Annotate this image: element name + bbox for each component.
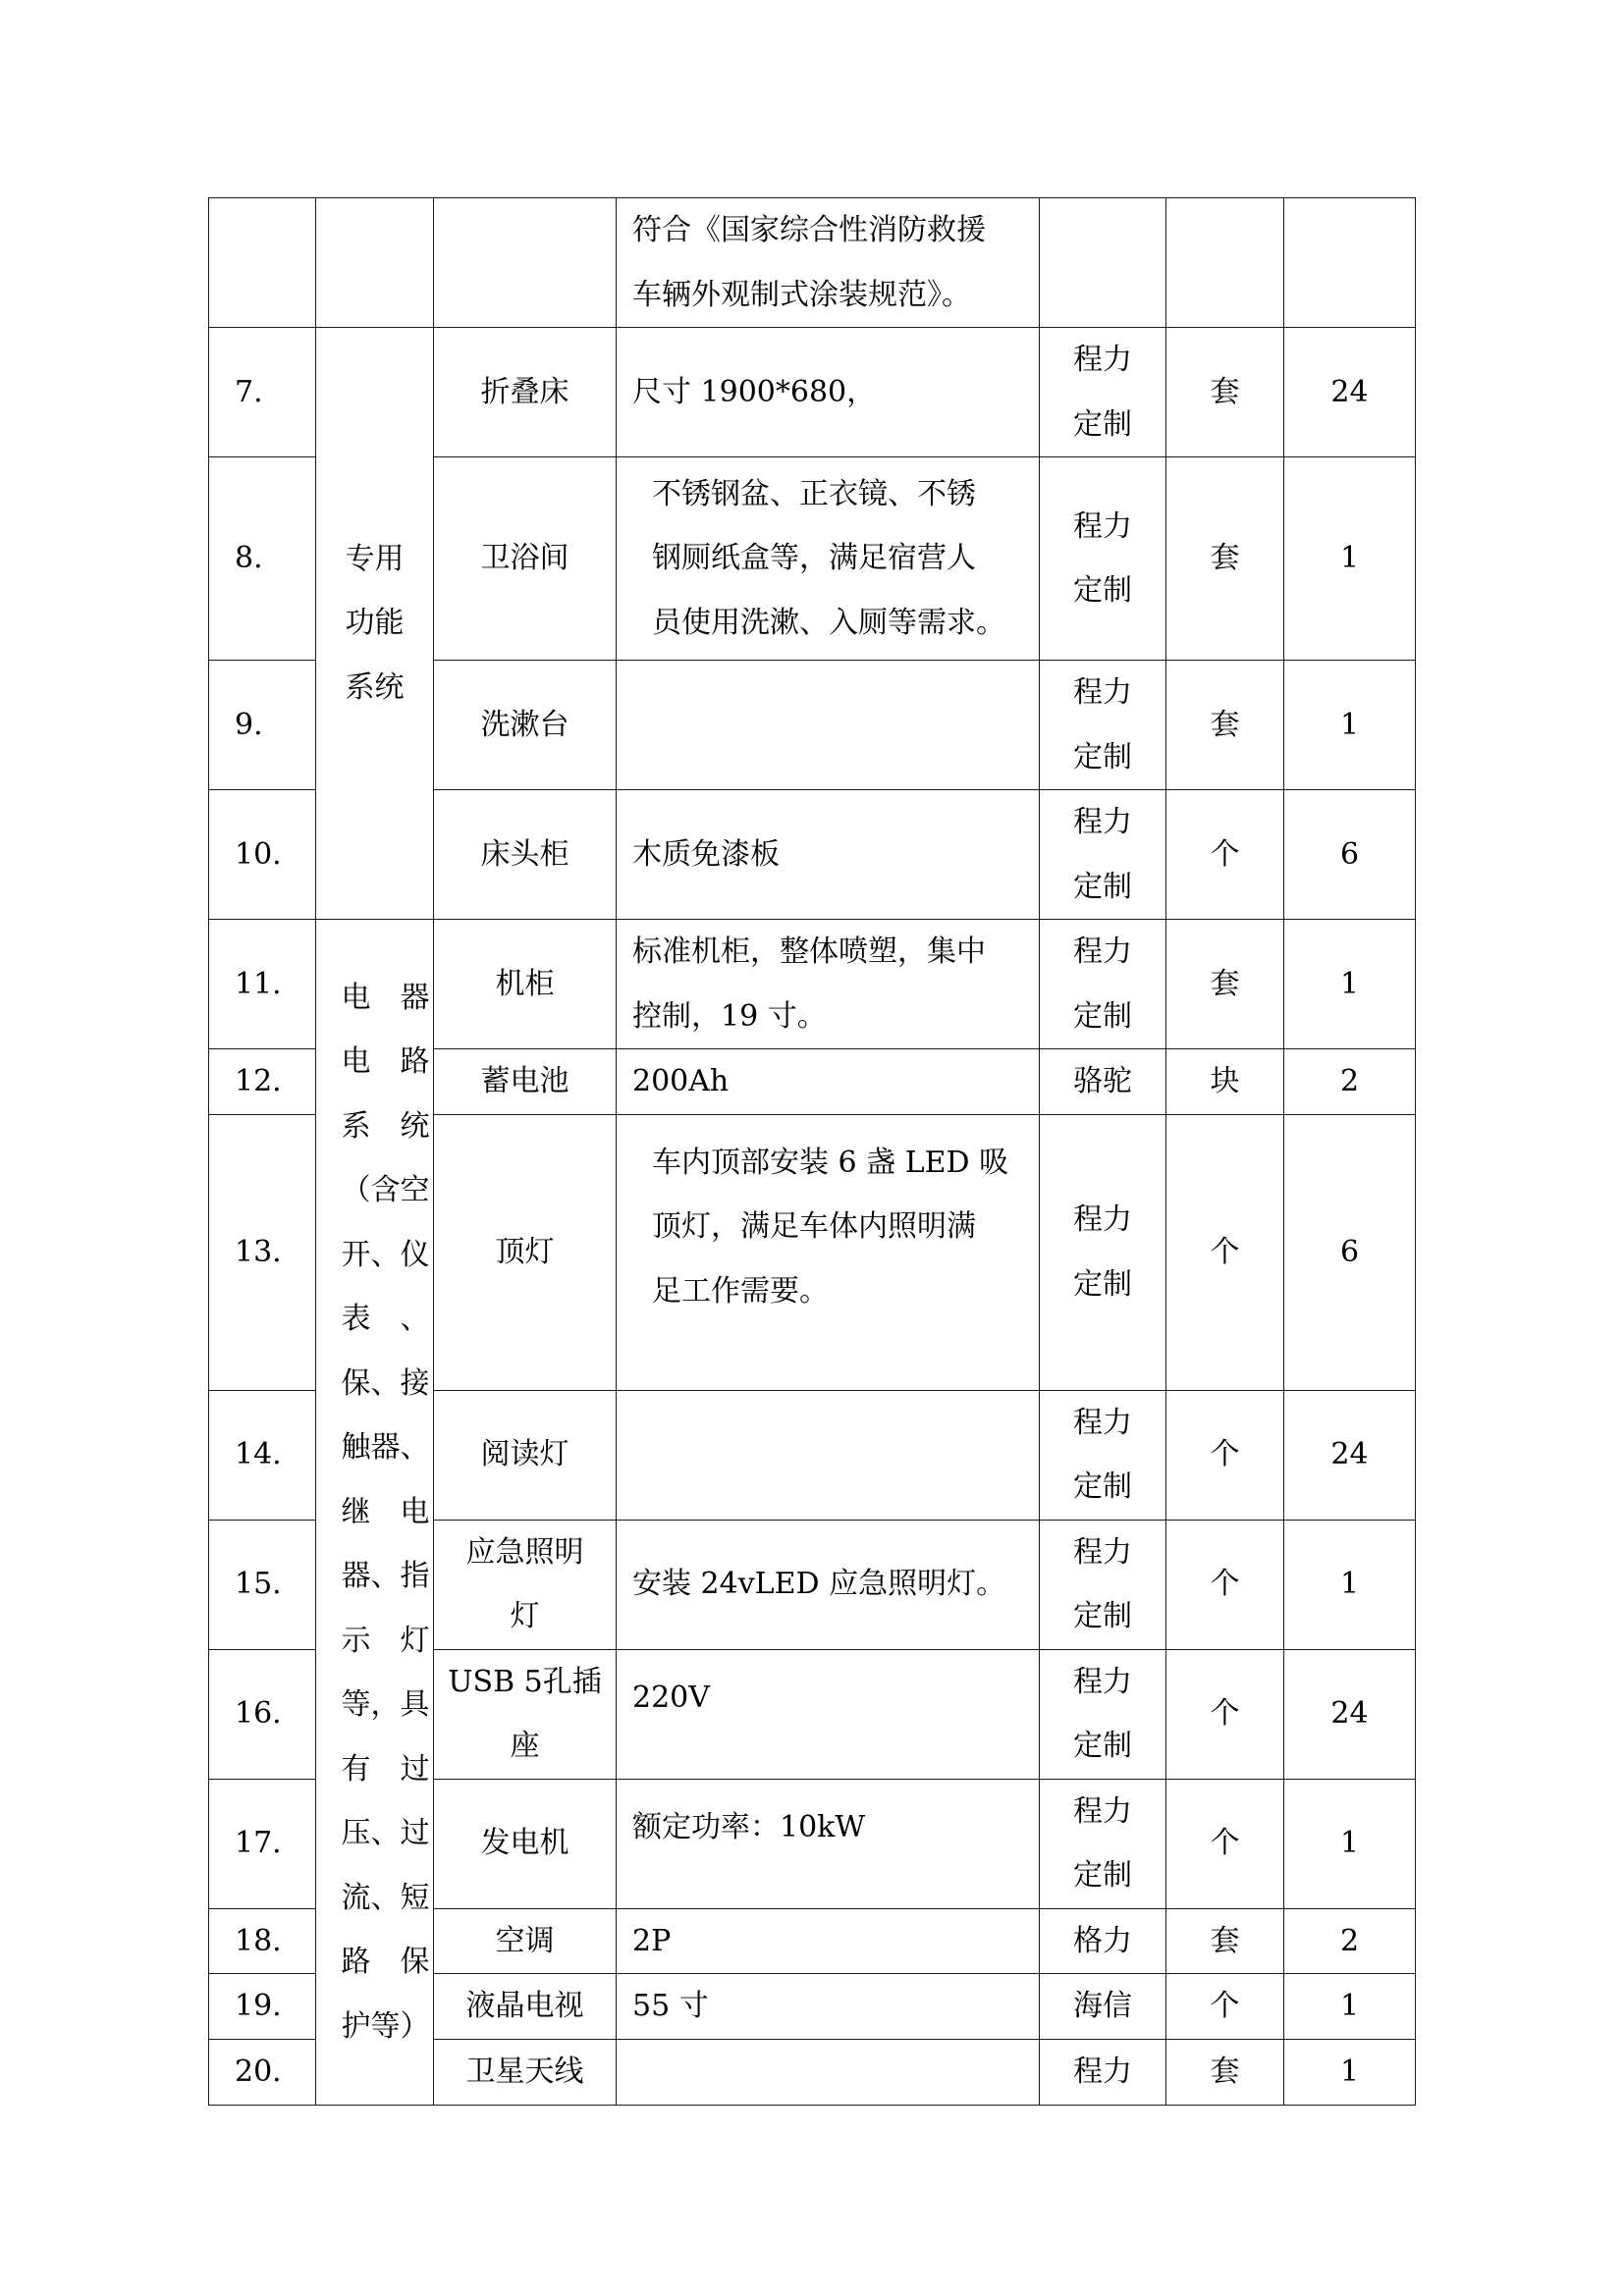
item-name: 床头柜: [434, 790, 617, 920]
item-number: 20.: [209, 2040, 316, 2106]
item-name: 折叠床: [434, 328, 617, 457]
item-quantity: 6: [1284, 1114, 1416, 1390]
item-quantity: 2: [1284, 1908, 1416, 1974]
item-brand: 程力 定制: [1040, 920, 1166, 1049]
item-brand: 程力 定制: [1040, 790, 1166, 920]
item-quantity: 24: [1284, 328, 1416, 457]
item-unit: 个: [1166, 1114, 1284, 1390]
item-number: 14.: [209, 1390, 316, 1520]
table-row: [209, 920, 1416, 1049]
item-brand: 程力 定制: [1040, 1779, 1166, 1908]
item-description: 220V: [617, 1649, 1040, 1779]
item-quantity: 1: [1284, 1779, 1416, 1908]
item-unit: 套: [1166, 1908, 1284, 1974]
item-description: [617, 661, 1040, 790]
item-name: 空调: [434, 1908, 617, 1974]
item-brand: 程力 定制: [1040, 1390, 1166, 1520]
equipment-spec-table: [208, 197, 1416, 2106]
item-brand: 程力 定制: [1040, 457, 1166, 661]
item-number: 8.: [209, 457, 316, 661]
description-line: 符合《国家综合性消防救援: [632, 213, 986, 247]
item-quantity: [1284, 198, 1416, 328]
item-unit: 个: [1166, 1390, 1284, 1520]
category-cell-electrical-system: [316, 920, 434, 2106]
item-unit: 套: [1166, 661, 1284, 790]
item-name: USB 5孔插 座: [434, 1649, 617, 1779]
item-description: 200Ah: [617, 1049, 1040, 1115]
item-description: [617, 198, 1040, 328]
table-row: [209, 328, 1416, 457]
item-quantity: 1: [1284, 457, 1416, 661]
item-number: 10.: [209, 790, 316, 920]
item-unit: 个: [1166, 790, 1284, 920]
item-quantity: 1: [1284, 1974, 1416, 2040]
item-quantity: 24: [1284, 1390, 1416, 1520]
item-unit: [1166, 198, 1284, 328]
item-description: 额定功率：10kW: [617, 1779, 1040, 1908]
item-quantity: 6: [1284, 790, 1416, 920]
item-unit: 套: [1166, 2040, 1284, 2106]
item-number: 12.: [209, 1049, 316, 1115]
item-quantity: 1: [1284, 920, 1416, 1049]
item-unit: 套: [1166, 328, 1284, 457]
item-brand: 格力: [1040, 1908, 1166, 1974]
item-quantity: 1: [1284, 1520, 1416, 1649]
item-name: 卫星天线: [434, 2040, 617, 2106]
item-name: 机柜: [434, 920, 617, 1049]
item-number: 13.: [209, 1114, 316, 1390]
item-number: 16.: [209, 1649, 316, 1779]
description-line: 车辆外观制式涂装规范》。: [632, 277, 971, 312]
category-cell: [316, 198, 434, 328]
item-brand: [1040, 198, 1166, 328]
item-number: 9.: [209, 661, 316, 790]
item-description: 尺寸 1900*680，: [617, 328, 1040, 457]
item-brand: 程力 定制: [1040, 328, 1166, 457]
item-unit: 套: [1166, 457, 1284, 661]
item-brand: 骆驼: [1040, 1049, 1166, 1115]
item-number: 17.: [209, 1779, 316, 1908]
item-unit: 个: [1166, 1649, 1284, 1779]
item-quantity: 1: [1284, 2040, 1416, 2106]
item-quantity: 2: [1284, 1049, 1416, 1115]
item-description: [617, 2040, 1040, 2106]
item-description: 2P: [617, 1908, 1040, 1974]
item-unit: 个: [1166, 1974, 1284, 2040]
item-name: [434, 198, 617, 328]
item-name: 液晶电视: [434, 1974, 617, 2040]
item-brand: 程力 定制: [1040, 1114, 1166, 1390]
item-unit: 个: [1166, 1779, 1284, 1908]
item-number: 7.: [209, 328, 316, 457]
item-unit: 块: [1166, 1049, 1284, 1115]
item-name: 洗漱台: [434, 661, 617, 790]
item-name: 阅读灯: [434, 1390, 617, 1520]
item-name: 顶灯: [434, 1114, 617, 1390]
item-brand: 程力 定制: [1040, 1520, 1166, 1649]
item-brand: 程力: [1040, 2040, 1166, 2106]
table-row: [209, 198, 1416, 328]
item-quantity: 1: [1284, 661, 1416, 790]
category-label: 电 器 电 路 系 统 （含空 开、仪 表 、 保、接 触器、 继 电 器、指 示 灯 等，具 有 过 压、过 流、短 路 保 护等）: [341, 980, 430, 2044]
item-description: 55 寸: [617, 1974, 1040, 2040]
item-description: [617, 1390, 1040, 1520]
item-unit: 个: [1166, 1520, 1284, 1649]
category-cell-special-function: [316, 328, 434, 920]
item-description: 车内顶部安装 6 盏 LED 吸 顶灯，满足车体内照明满 足工作需要。: [617, 1114, 1040, 1390]
item-number: 18.: [209, 1908, 316, 1974]
item-number: [209, 198, 316, 328]
item-name: 发电机: [434, 1779, 617, 1908]
item-number: 11.: [209, 920, 316, 1049]
item-brand: 程力 定制: [1040, 1649, 1166, 1779]
item-brand: 海信: [1040, 1974, 1166, 2040]
item-brand: 程力 定制: [1040, 661, 1166, 790]
item-description: 木质免漆板: [617, 790, 1040, 920]
category-label: 专用 功能 系统: [345, 541, 405, 705]
item-quantity: 24: [1284, 1649, 1416, 1779]
item-name: 卫浴间: [434, 457, 617, 661]
item-description: 标准机柜，整体喷塑，集中 控制，19 寸。: [617, 920, 1040, 1049]
item-name: 蓄电池: [434, 1049, 617, 1115]
item-name: 应急照明 灯: [434, 1520, 617, 1649]
item-description: 安装 24vLED 应急照明灯。: [617, 1520, 1040, 1649]
item-number: 15.: [209, 1520, 316, 1649]
item-unit: 套: [1166, 920, 1284, 1049]
item-description: 不锈钢盆、正衣镜、不锈 钢厕纸盒等，满足宿营人 员使用洗漱、入厕等需求。: [617, 457, 1040, 661]
item-number: 19.: [209, 1974, 316, 2040]
